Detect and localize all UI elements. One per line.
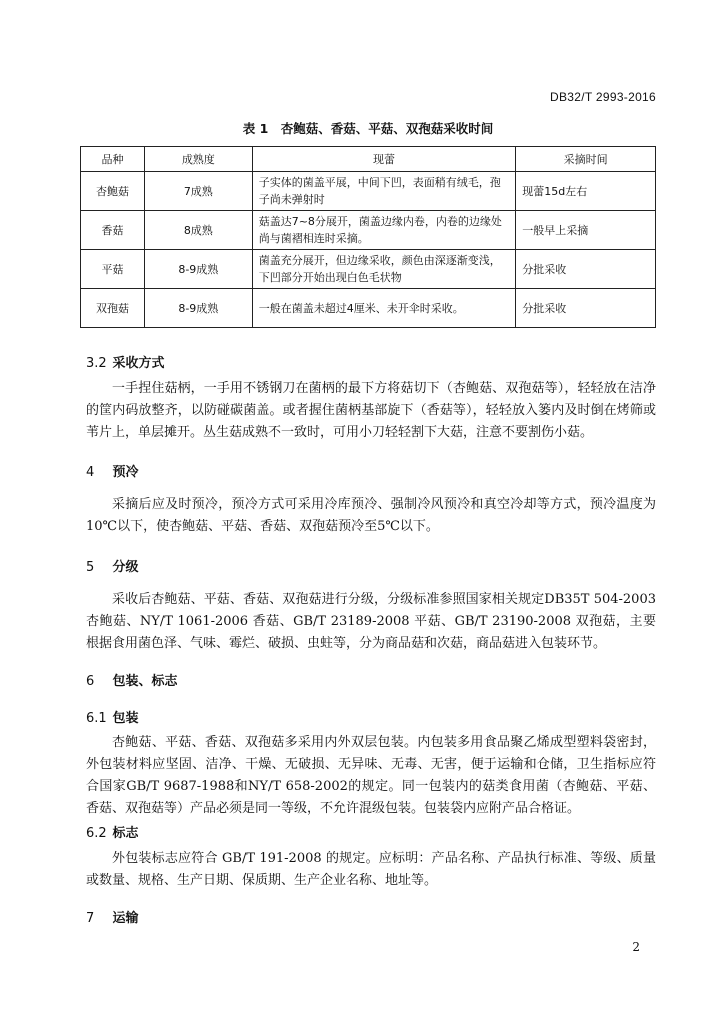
section-title: 预冷 <box>112 465 139 480</box>
table-cell: 香菇 <box>81 211 145 250</box>
section-title: 分级 <box>112 560 139 575</box>
section-heading <box>86 461 139 480</box>
section-title: 运输 <box>112 911 139 926</box>
section-heading <box>86 556 139 575</box>
section-heading <box>86 907 139 926</box>
section-title: 包装、标志 <box>112 674 178 689</box>
section-title: 包装 <box>112 711 139 726</box>
page-number: 2 <box>632 940 640 954</box>
table-cell: 杏鲍菇 <box>81 172 145 211</box>
section-number: 6.2 <box>86 826 107 841</box>
section-paragraph: 采收后杏鲍菇、平菇、香菇、双孢菇进行分级，分级标准参照国家相关规定DB35T 504-2003 杏鲍菇、NY/T 1061-2006 香菇、GB/T 23189-2008 平菇、GB/T 23190-2008 双孢菇，主要根据食用菌色泽、气味、霉烂、破损、虫蛀等，分为商品菇和次菇，商品菇进入包装环节。 <box>86 592 656 651</box>
section-paragraph: 一手捏住菇柄，一手用不锈钢刀在菌柄的最下方将菇切下（杏鲍菇、双孢菇等），轻轻放在洁净的筐内码放整齐，以防碰碳菌盖。或者握住菌柄基部旋下（香菇等），轻轻放入篓内及时倒在烤筛或苇片上，单层摊开。丛生菇成熟不一致时，可用小刀轻轻割下大菇，注意不要割伤小菇。 <box>86 381 656 440</box>
table-cell: 一般在菌盖未超过4厘米、未开伞时采收。 <box>252 289 516 328</box>
section-number: 6.1 <box>86 711 107 726</box>
table-row <box>81 172 656 211</box>
section-paragraph: 杏鲍菇、平菇、香菇、双孢菇多采用内外双层包装。内包装多用食品聚乙烯成型塑料袋密封，外包装材料应坚固、洁净、干燥、无破损、无异味、无毒、无害，便于运输和仓储，卫生指标应符合国家GB/T 9687-1988和NY/T 658-2002的规定。同一包装内的菇类食用菌（杏鲍菇、平菇、香菇、双孢菇等）产品必须是同一等级，不允许混级包装。包装袋内应附产品合格证。 <box>86 735 656 816</box>
table-cell: 子实体的菌盖平展，中间下凹，表面稍有绒毛，孢子尚未弹射时 <box>252 172 516 211</box>
table-cell: 7成熟 <box>144 172 252 211</box>
table-cell: 双孢菇 <box>81 289 145 328</box>
table-cell: 菌盖充分展开，但边缘采收，颜色由深逐渐变浅，下凹部分开始出现白色毛状物 <box>252 250 516 289</box>
table-cell: 菇盖达7~8分展开，菌盖边缘内卷，内卷的边缘处尚与菌褶相连时采摘。 <box>252 211 516 250</box>
table-row <box>81 289 656 328</box>
table-cell: 分批采收 <box>516 289 656 328</box>
document-code: DB32/T 2993-2016 <box>550 90 656 104</box>
table-cell: 8成熟 <box>144 211 252 250</box>
section-number: 3.2 <box>86 356 107 371</box>
table-cell: 一般早上采摘 <box>516 211 656 250</box>
section-number: 4 <box>86 465 95 480</box>
column-header: 成熟度 <box>144 147 252 172</box>
section-heading <box>86 822 139 841</box>
section-title: 标志 <box>112 826 139 841</box>
table-row <box>81 250 656 289</box>
column-header: 现蕾 <box>252 147 516 172</box>
section-heading <box>86 707 139 726</box>
section-number: 6 <box>86 674 95 689</box>
section-heading <box>86 670 178 689</box>
table-cell: 8-9成熟 <box>144 289 252 328</box>
section-title: 采收方式 <box>112 356 165 371</box>
table-cell: 平菇 <box>81 250 145 289</box>
table-title: 表 1 杏鲍菇、香菇、平菇、双孢菇采收时间 <box>242 121 494 136</box>
table-cell: 8-9成熟 <box>144 250 252 289</box>
harvest-time-table <box>80 146 656 328</box>
table-cell: 现蕾15d左右 <box>516 172 656 211</box>
section-heading <box>86 352 165 371</box>
section-paragraph: 外包装标志应符合 GB/T 191-2008 的规定。应标明：产品名称、产品执行标准、等级、质量或数量、规格、生产日期、保质期、生产企业名称、地址等。 <box>86 851 656 888</box>
section-number: 5 <box>86 560 95 575</box>
table-cell: 分批采收 <box>516 250 656 289</box>
section-paragraph: 采摘后应及时预冷，预冷方式可采用冷库预冷、强制冷风预冷和真空冷却等方式，预冷温度为10℃以下，使杏鲍菇、平菇、香菇、双孢菇预冷至5℃以下。 <box>86 497 656 534</box>
column-header: 品种 <box>81 147 145 172</box>
column-header: 采摘时间 <box>516 147 656 172</box>
section-number: 7 <box>86 911 95 926</box>
table-header-row <box>81 147 656 172</box>
table-row <box>81 211 656 250</box>
